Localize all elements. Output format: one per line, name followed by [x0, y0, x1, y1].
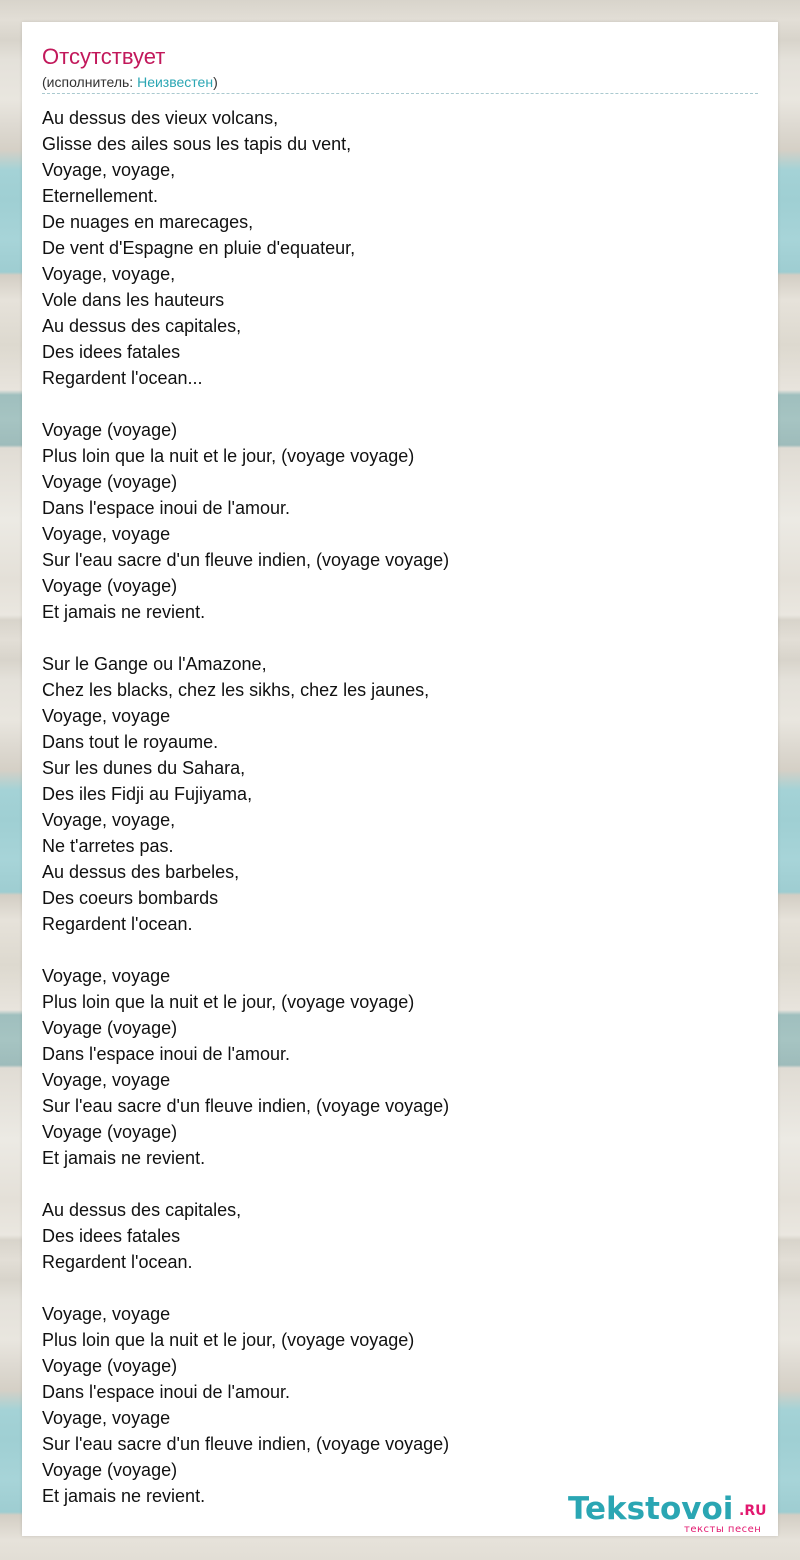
title-divider — [42, 93, 758, 94]
lyric-line: Sur les dunes du Sahara, — [42, 758, 246, 778]
lyrics-text — [42, 105, 758, 1509]
lyric-line: Sur l'eau sacre d'un fleuve indien, (voyage voyage) — [42, 550, 450, 570]
lyric-line: Voyage (voyage) — [42, 1122, 178, 1142]
song-title: Отсутствует — [42, 44, 166, 69]
logo-tld: .RU — [739, 1503, 767, 1519]
lyric-line: Des coeurs bombards — [42, 888, 219, 908]
lyrics-card — [22, 22, 778, 1536]
lyric-line: Dans tout le royaume. — [42, 732, 219, 752]
lyric-line: Voyage (voyage) — [42, 472, 178, 492]
lyric-line: Voyage (voyage) — [42, 420, 178, 440]
artist-link[interactable]: Неизвестен — [137, 74, 214, 90]
lyric-line: Glisse des ailes sous les tapis du vent, — [42, 134, 352, 154]
stanza-gap — [42, 625, 758, 651]
lyric-line: Vole dans les hauteurs — [42, 290, 225, 310]
stanza-gap — [42, 1275, 758, 1301]
lyric-line: Voyage, voyage — [42, 524, 171, 544]
stanza-gap — [42, 1171, 758, 1197]
lyric-line: Eternellement. — [42, 186, 159, 206]
lyric-line: Au dessus des barbeles, — [42, 862, 240, 882]
lyric-line: Plus loin que la nuit et le jour, (voyage voyage) — [42, 446, 415, 466]
lyric-line: Des idees fatales — [42, 342, 181, 362]
lyric-line: Sur le Gange ou l'Amazone, — [42, 654, 267, 674]
lyric-line: Des iles Fidji au Fujiyama, — [42, 784, 253, 804]
lyric-line: Dans l'espace inoui de l'amour. — [42, 1382, 291, 1402]
lyric-line: Voyage, voyage, — [42, 810, 176, 830]
logo-wordmark: Tekstovoi — [568, 1491, 734, 1527]
lyric-line: Sur l'eau sacre d'un fleuve indien, (voyage voyage) — [42, 1096, 450, 1116]
lyric-line: Au dessus des capitales, — [42, 1200, 242, 1220]
lyric-line: Et jamais ne revient. — [42, 1486, 206, 1506]
lyric-line: Chez les blacks, chez les sikhs, chez les jaunes, — [42, 680, 430, 700]
artist-line — [42, 73, 218, 91]
lyric-line: Voyage, voyage — [42, 1408, 171, 1428]
lyric-line: Voyage, voyage — [42, 966, 171, 986]
lyric-line: De vent d'Espagne en pluie d'equateur, — [42, 238, 356, 258]
artist-prefix: (исполнитель: — [42, 74, 138, 90]
logo-tagline: тексты песен — [684, 1524, 762, 1535]
lyric-line: Plus loin que la nuit et le jour, (voyage voyage) — [42, 992, 415, 1012]
lyric-line: Au dessus des capitales, — [42, 316, 242, 336]
lyric-line: Et jamais ne revient. — [42, 602, 206, 622]
lyric-line: Voyage, voyage, — [42, 160, 176, 180]
artist-suffix: ) — [213, 74, 218, 90]
lyric-line: Voyage, voyage — [42, 1070, 171, 1090]
stanza-gap — [42, 391, 758, 417]
lyric-line: Et jamais ne revient. — [42, 1148, 206, 1168]
lyric-line: De nuages en marecages, — [42, 212, 254, 232]
lyric-line: Des idees fatales — [42, 1226, 181, 1246]
lyric-line: Ne t'arretes pas. — [42, 836, 174, 856]
lyric-line: Voyage, voyage — [42, 1304, 171, 1324]
lyric-line: Regardent l'ocean... — [42, 368, 203, 388]
lyric-line: Voyage (voyage) — [42, 1018, 178, 1038]
stanza-gap — [42, 937, 758, 963]
lyric-line: Dans l'espace inoui de l'amour. — [42, 498, 291, 518]
lyric-line: Regardent l'ocean. — [42, 914, 193, 934]
lyric-line: Voyage (voyage) — [42, 576, 178, 596]
lyric-line: Au dessus des vieux volcans, — [42, 108, 279, 128]
lyric-line: Voyage (voyage) — [42, 1460, 178, 1480]
lyric-line: Plus loin que la nuit et le jour, (voyage voyage) — [42, 1330, 415, 1350]
lyric-line: Voyage (voyage) — [42, 1356, 178, 1376]
lyric-line: Dans l'espace inoui de l'amour. — [42, 1044, 291, 1064]
site-logo[interactable] — [568, 1492, 778, 1536]
lyric-line: Sur l'eau sacre d'un fleuve indien, (voyage voyage) — [42, 1434, 450, 1454]
lyric-line: Regardent l'ocean. — [42, 1252, 193, 1272]
lyric-line: Voyage, voyage — [42, 706, 171, 726]
lyric-line: Voyage, voyage, — [42, 264, 176, 284]
